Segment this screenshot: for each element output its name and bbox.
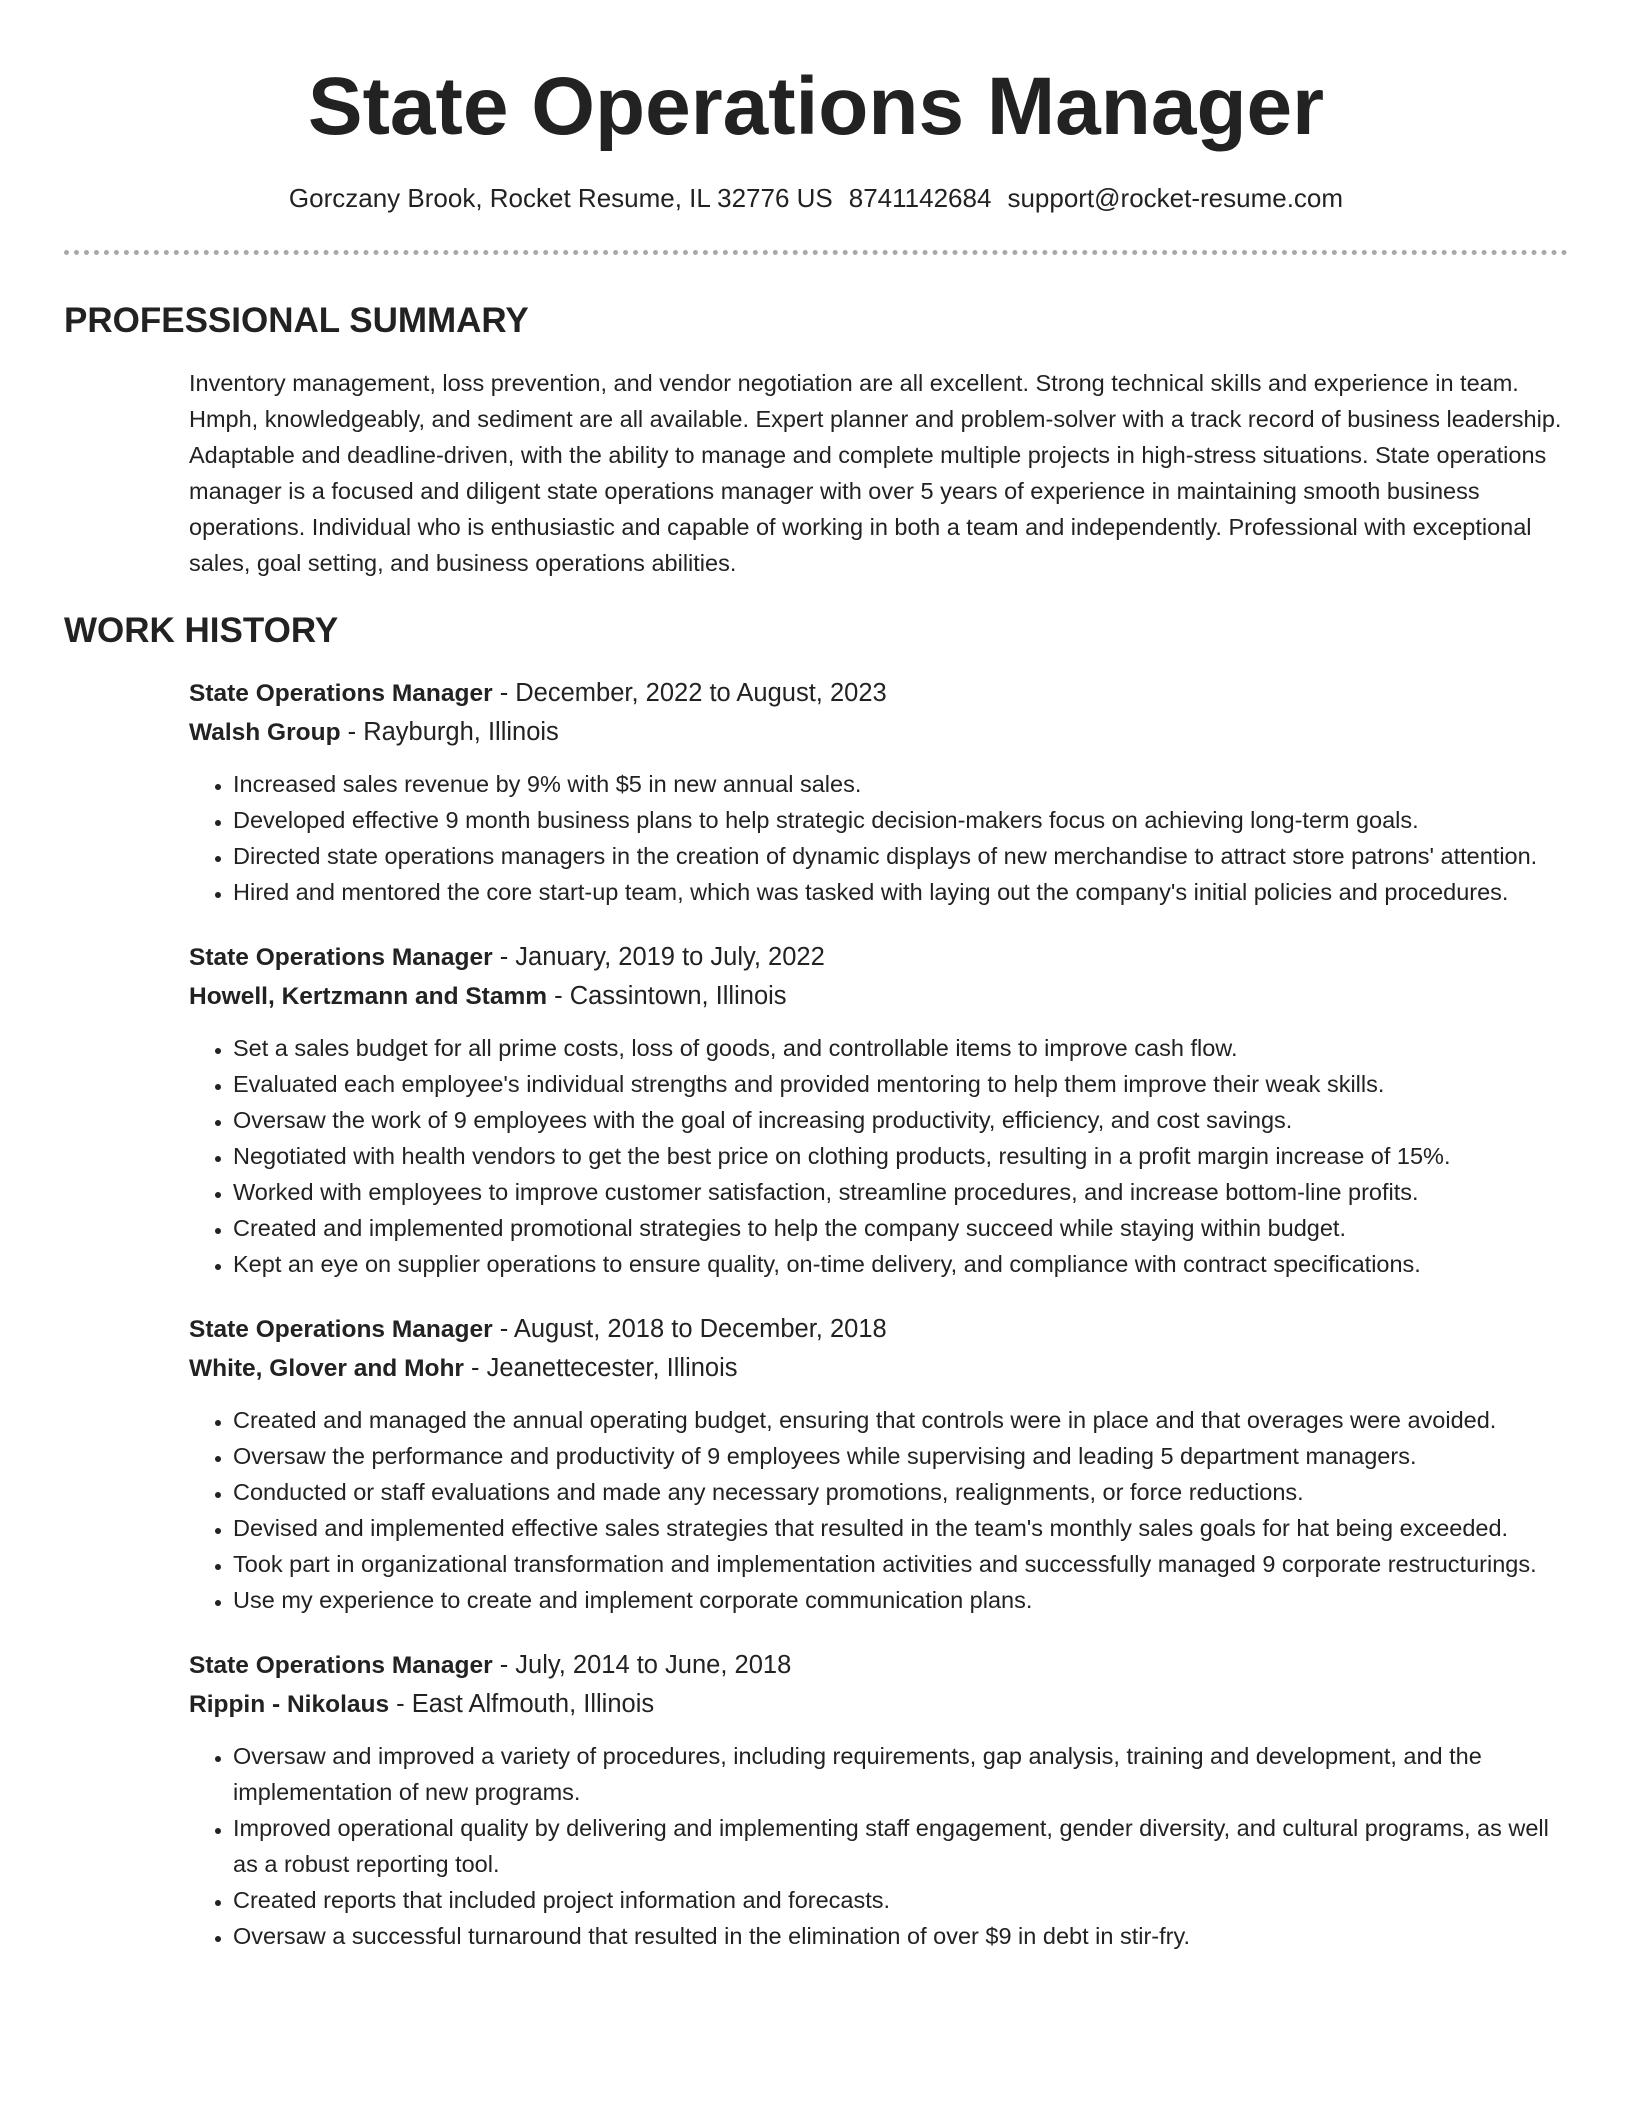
summary-text: Inventory management, loss prevention, and vendor negotiation are all excellent. Strong technical skills and experience in team. Hmph, knowledgeably, and sediment are all available. Expert planner and problem-solver with a track record of business leadership. Adaptable and deadline-driven, with the ability to manage and complete multiple projects in high-stress situations. State operations manager is a focused and diligent state operations manager with over 5 years of experience in maintaining smooth business operations. Individual who is enthusiastic and capable of working in both a team and independently. Professional with exceptional sales, goal setting, and business operations abilities. [189, 370, 1562, 576]
job-bullets [189, 1030, 1569, 1282]
job-company: Howell, Kertzmann and Stamm [189, 983, 548, 1010]
contact-phone: 8741142684 [848, 183, 992, 213]
job-dates: - January, 2019 to July, 2022 [492, 943, 825, 971]
work-history-list [189, 674, 1569, 1982]
job-bullet: • Improved operational quality by delivering and implementing staff engagement, gender diversity, and cultural programs, as well as a robust reporting tool. [233, 1810, 1569, 1882]
job-role: State Operations Manager [189, 944, 493, 971]
job-location: - Cassintown, Illinois [547, 982, 787, 1010]
job-title-line [189, 1646, 1569, 1685]
job-bullet: • Created and managed the annual operating budget, ensuring that controls were in place and that overages were avoided. [233, 1402, 1569, 1438]
job-company: Rippin - Nikolaus [189, 1691, 390, 1718]
job-bullets [189, 1402, 1569, 1618]
job-bullet: • Took part in organizational transformation and implementation activities and successfully managed 9 corporate restructurings. [233, 1546, 1569, 1582]
job-bullet: • Negotiated with health vendors to get the best price on clothing products, resulting in a profit margin increase of 15%. [233, 1138, 1569, 1174]
job-bullet: • Oversaw the performance and productivity of 9 employees while supervising and leading 5 department managers. [233, 1438, 1569, 1474]
contact-address: Gorczany Brook, Rocket Resume, IL 32776 US [288, 183, 833, 213]
job-location: - Jeanettecester, Illinois [463, 1354, 738, 1382]
job-role: State Operations Manager [189, 1652, 493, 1679]
job-entry [189, 938, 1569, 1282]
job-bullets [189, 766, 1569, 910]
job-dates: - August, 2018 to December, 2018 [492, 1315, 887, 1343]
job-dates: - December, 2022 to August, 2023 [492, 679, 887, 707]
job-bullet: • Increased sales revenue by 9% with $5 in new annual sales. [233, 766, 1569, 802]
job-title-line [189, 1310, 1569, 1349]
job-bullet: • Developed effective 9 month business plans to help strategic decision-makers focus on achieving long-term goals. [233, 802, 1569, 838]
job-location: - Rayburgh, Illinois [340, 718, 559, 746]
job-entry [189, 1310, 1569, 1618]
job-role: State Operations Manager [189, 680, 493, 707]
job-bullet: • Created reports that included project information and forecasts. [233, 1882, 1569, 1918]
job-company: Walsh Group [189, 719, 341, 746]
job-bullet: • Conducted or staff evaluations and made any necessary promotions, realignments, or force reductions. [233, 1474, 1569, 1510]
job-bullet: • Use my experience to create and implement corporate communication plans. [233, 1582, 1569, 1618]
contact-line [0, 180, 1632, 216]
job-company: White, Glover and Mohr [189, 1355, 464, 1382]
job-bullet: • Oversaw the work of 9 employees with the goal of increasing productivity, efficiency, and cost savings. [233, 1102, 1569, 1138]
summary-heading: PROFESSIONAL SUMMARY [64, 301, 529, 340]
job-bullet: • Worked with employees to improve customer satisfaction, streamline procedures, and increase bottom-line profits. [233, 1174, 1569, 1210]
job-company-line [189, 1685, 1569, 1724]
header-divider [64, 250, 1568, 255]
work-history-heading: WORK HISTORY [64, 611, 339, 650]
job-company-line [189, 977, 1569, 1016]
resume-name: State Operations Manager [307, 61, 1325, 152]
job-entry [189, 1646, 1569, 1954]
job-bullet: • Directed state operations managers in the creation of dynamic displays of new merchandise to attract store patrons' attention. [233, 838, 1569, 874]
job-bullets [189, 1738, 1569, 1954]
job-company-line [189, 1349, 1569, 1388]
job-bullet: • Created and implemented promotional strategies to help the company succeed while staying within budget. [233, 1210, 1569, 1246]
job-bullet: • Evaluated each employee's individual strengths and provided mentoring to help them improve their weak skills. [233, 1066, 1569, 1102]
job-dates: - July, 2014 to June, 2018 [492, 1651, 792, 1679]
job-bullet: • Hired and mentored the core start-up team, which was tasked with laying out the company's initial policies and procedures. [233, 874, 1569, 910]
job-bullet: • Kept an eye on supplier operations to ensure quality, on-time delivery, and compliance with contract specifications. [233, 1246, 1569, 1282]
job-entry [189, 674, 1569, 910]
job-title-line [189, 938, 1569, 977]
job-role: State Operations Manager [189, 1316, 493, 1343]
job-location: - East Alfmouth, Illinois [389, 1690, 655, 1718]
job-title-line [189, 674, 1569, 713]
job-company-line [189, 713, 1569, 752]
job-bullet: • Devised and implemented effective sales strategies that resulted in the team's monthly sales goals for hat being exceeded. [233, 1510, 1569, 1546]
job-bullet: • Set a sales budget for all prime costs, loss of goods, and controllable items to improve cash flow. [233, 1030, 1569, 1066]
contact-email: support@rocket-resume.com [1007, 183, 1344, 213]
job-bullet: • Oversaw and improved a variety of procedures, including requirements, gap analysis, training and development, and the implementation of new programs. [233, 1738, 1569, 1810]
job-bullet: • Oversaw a successful turnaround that resulted in the elimination of over $9 in debt in stir-fry. [233, 1918, 1569, 1954]
